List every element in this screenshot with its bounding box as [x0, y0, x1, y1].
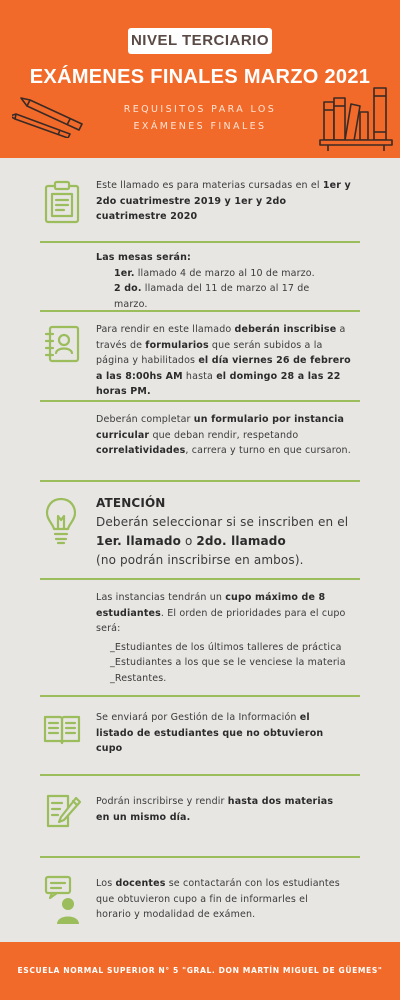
section-registration-text: Para rendir en este llamado deberán inscribise a través de formularios que serán subidos a la página y habilitados el día viernes 26 de febrero a las 8:00hs AM hasta el domingo 28 a las 22 horas PM. [96, 324, 351, 397]
page-subtitle: REQUISITOS PARA LOS EXÁMENES FINALES [123, 104, 277, 132]
divider [40, 774, 360, 776]
section-quota [0, 586, 400, 686]
clipboard-icon [42, 180, 82, 224]
divider [40, 695, 360, 697]
books-icon [318, 84, 394, 158]
header-banner [0, 0, 400, 158]
section-form-text: Deberán completar un formulario por instancia curricular que deban rendir, respetando correlatividades, carrera y turno en que cursaron. [96, 414, 351, 456]
list-item: _Estudiantes a los que se le venciese la materia [110, 657, 346, 668]
lightbulb-icon [44, 496, 78, 546]
open-book-icon [42, 712, 82, 746]
section-subjects [0, 784, 400, 844]
section-subjects-text: Podrán inscribirse y rendir hasta dos materias en un mismo día. [96, 796, 334, 823]
section-registration [0, 318, 400, 396]
section-quota-text: Las instancias tendrán un cupo máximo de 8 estudiantes. El orden de prioridades para el cupo será: _Estudiantes de los últimos talleres de práctica _Estudiantes a los que se le venciese la materia _Restantes. [96, 590, 356, 686]
attention-heading: ATENCIÓN [96, 496, 166, 510]
section-teachers-text: Los docentes se contactarán con los estudiantes que obtuvieron cupo a fin de informarles el horario y modalidad de exámen. [96, 878, 340, 920]
section-list [0, 706, 400, 766]
divider [40, 856, 360, 858]
section-period-text: Este llamado es para materias cursadas en el 1er y 2do cuatrimestre 2019 y 1er y 2do cuatrimestre 2020 [96, 180, 351, 222]
divider [40, 400, 360, 402]
section-list-text: Se enviará por Gestión de la Información el listado de estudiantes que no obtuvieron cupo [96, 712, 324, 754]
notebook-icon [42, 324, 82, 364]
divider [40, 310, 360, 312]
teacher-icon [44, 874, 84, 926]
section-dates [0, 246, 400, 310]
section-teachers [0, 870, 400, 940]
section-attention [0, 492, 400, 568]
list-item: _Estudiantes de los últimos talleres de práctica [110, 641, 342, 653]
list-item: _Restantes. [110, 672, 167, 684]
divider [40, 241, 360, 243]
writing-paper-icon [42, 792, 82, 830]
footer-school-name: ESCUELA NORMAL SUPERIOR N° 5 "GRAL. DON MARTÍN MIGUEL DE GÜEMES" [0, 942, 400, 1000]
pens-icon [12, 92, 92, 142]
section-form [0, 408, 400, 476]
level-badge: NIVEL TERCIARIO [128, 28, 272, 54]
divider [40, 480, 360, 482]
section-dates-text: Las mesas serán: 1er. llamado 4 de marzo al 10 de marzo. 2 do. llamada del 11 de marzo al 17 de marzo. [96, 252, 315, 310]
section-attention-text: ATENCIÓN Deberán seleccionar si se inscriben en el 1er. llamado o 2do. llamado (no podrán inscribirse en ambos). [96, 496, 349, 567]
divider [40, 578, 360, 580]
section-period [0, 172, 400, 232]
page-title: EXÁMENES FINALES MARZO 2021 [29, 66, 371, 88]
